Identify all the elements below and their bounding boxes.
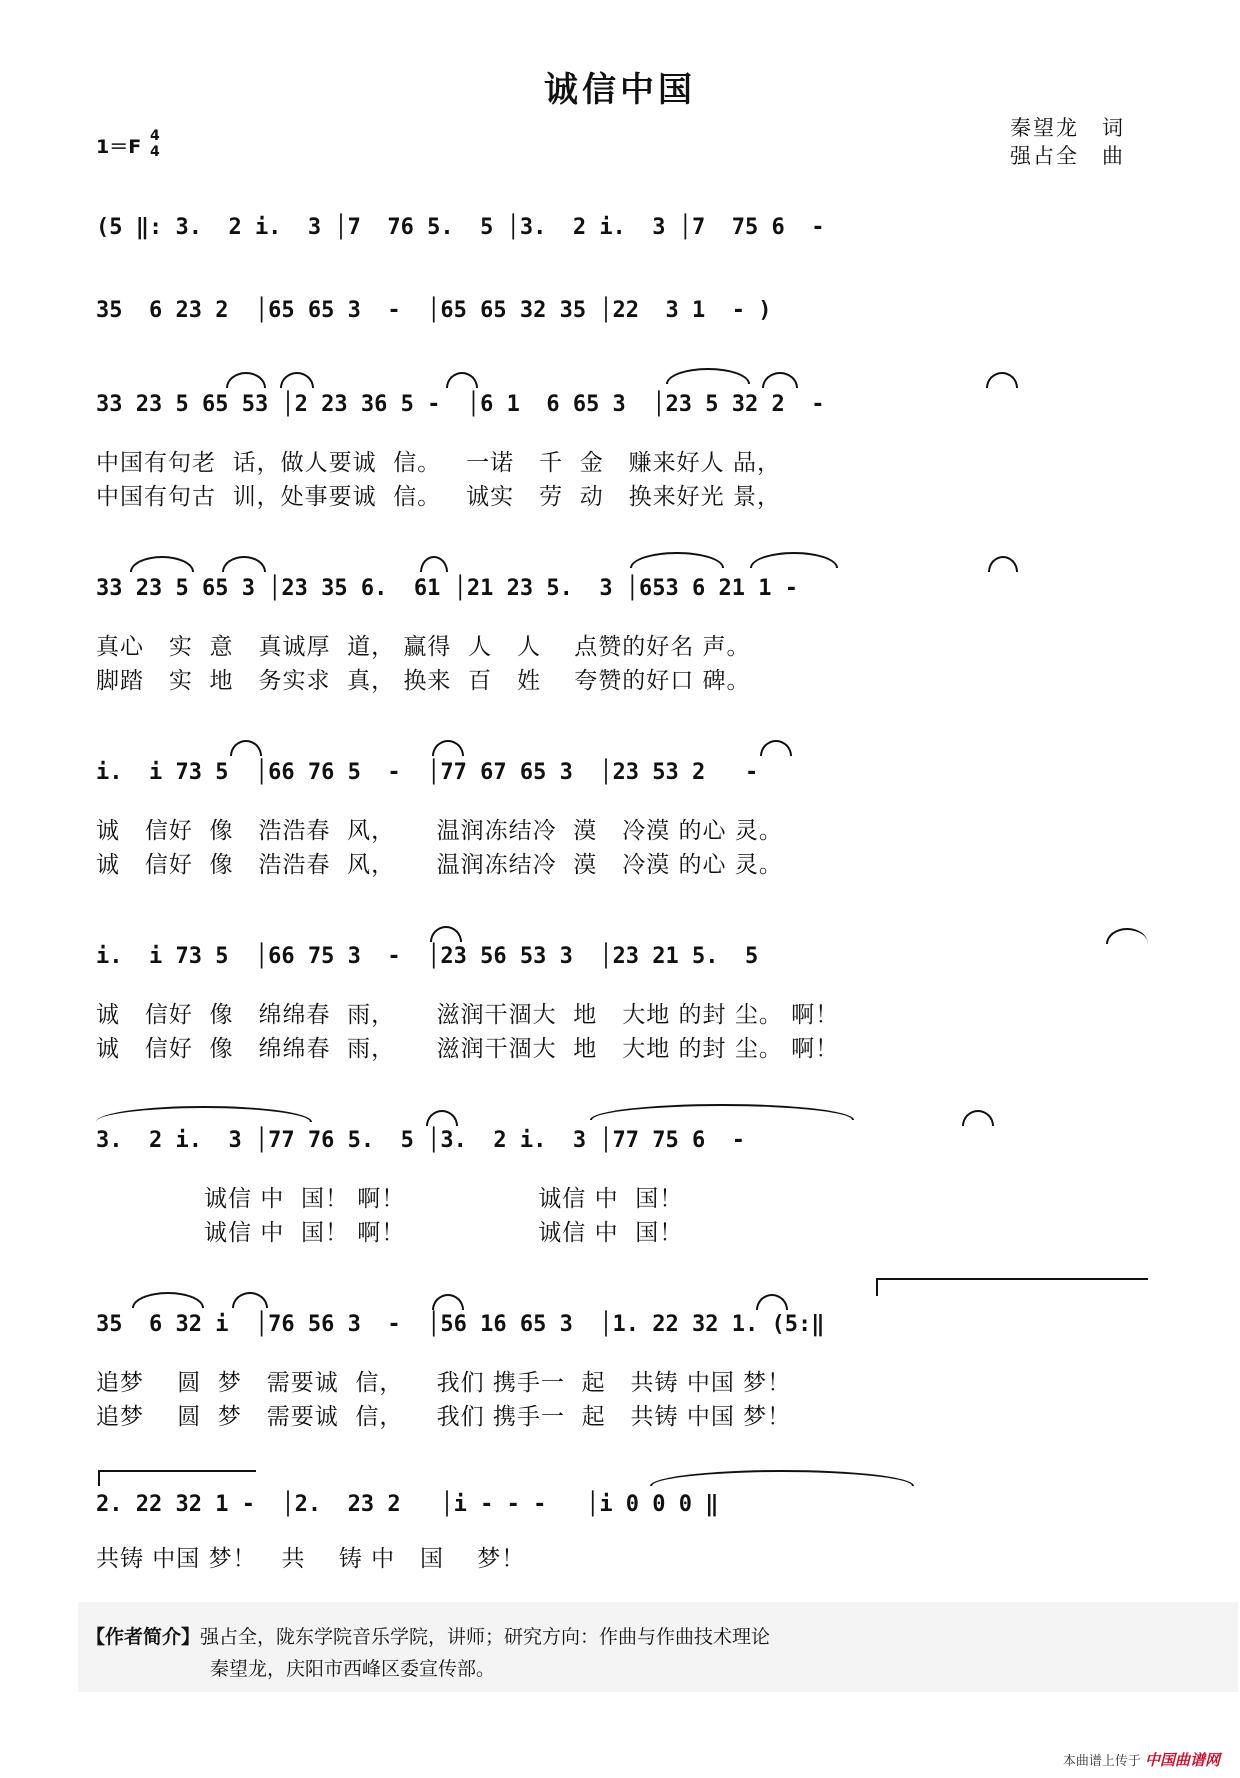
tie-mark — [760, 740, 792, 756]
system-6-lyrics-verse-1: 诚 信好 像 绵绵春 雨， 滋润干涸大 地 大地 的封 尘。 啊！ — [96, 1002, 840, 1028]
second-ending-bracket — [98, 1470, 256, 1486]
tie-mark — [756, 1294, 788, 1310]
time-signature-bottom: 4 — [150, 144, 160, 160]
time-signature — [150, 128, 160, 160]
system-8-lyrics-verse-2: 追梦 圆 梦 需要诚 信， 我们 携手一 起 共铸 中国 梦！ — [96, 1404, 792, 1430]
system-4-lyrics-verse-2: 脚踏 实 地 务实求 真， 换来 百 姓 夸赞的好口 碑。 — [96, 668, 751, 694]
tie-mark — [750, 552, 838, 568]
system-5-lyrics-verse-1: 诚 信好 像 浩浩春 风， 温润冻结冷 漠 冷漠 的心 灵。 — [96, 818, 783, 844]
system-5-lyrics-verse-2: 诚 信好 像 浩浩春 风， 温润冻结冷 漠 冷漠 的心 灵。 — [96, 852, 783, 878]
system-8-notes: 35 6 32 i │76 56 3 - │56 16 65 3 │1. 22 32 1. (5:‖ — [96, 1312, 825, 1337]
tie-mark — [430, 926, 462, 942]
tie-mark — [666, 368, 750, 384]
footer-text: 本曲谱上传于 — [1062, 1754, 1141, 1769]
tie-mark — [226, 372, 266, 388]
system-9-lyrics: 共铸 中国 梦！ 共 铸 中 国 梦！ — [96, 1546, 526, 1572]
system-9-notes: 2. 22 32 1 - │2. 23 2 │i - - - │i 0 0 0 ‖ — [96, 1492, 719, 1517]
tie-mark — [650, 1470, 914, 1486]
system-2-notes: 35 6 23 2 │65 65 3 - │65 65 32 35 │22 3 1 - ) — [96, 298, 772, 323]
system-3-lyrics-verse-2: 中国有句古 训，处事要诚 信。 诚实 劳 动 换来好光 景， — [96, 484, 781, 510]
tie-mark — [130, 556, 194, 572]
tie-mark — [280, 372, 314, 388]
tie-mark — [232, 1292, 268, 1308]
first-ending-bracket — [876, 1278, 1148, 1296]
lyricist-credit: 秦望龙 词 — [1010, 116, 1125, 140]
tie-mark — [96, 1106, 312, 1122]
system-4-lyrics-verse-1: 真心 实 意 真诚厚 道， 赢得 人 人 点赞的好名 声。 — [96, 634, 751, 660]
tie-mark — [446, 372, 478, 388]
composer-credit: 强占全 曲 — [1010, 144, 1125, 168]
author-bio-line-2: 秦望龙，庆阳市西峰区委宣传部。 — [210, 1658, 496, 1680]
tie-mark — [132, 1292, 204, 1308]
tie-mark — [988, 556, 1018, 572]
upload-footer — [1063, 1749, 1220, 1770]
tie-mark — [762, 372, 798, 388]
system-1-notes: (5 ‖: 3. 2 i. 3 │7 76 5. 5 │3. 2 i. 3 │7 75 6 - — [96, 215, 838, 240]
tie-mark — [222, 556, 266, 572]
system-6-notes: i. i 73 5 │66 75 3 - │23 56 53 3 │23 21 5. 5 — [96, 944, 759, 969]
system-6-lyrics-verse-2: 诚 信好 像 绵绵春 雨， 滋润干涸大 地 大地 的封 尘。 啊！ — [96, 1036, 840, 1062]
system-7-lyrics-verse-2: 诚信 中 国！ 啊！ 诚信 中 国！ — [96, 1220, 684, 1246]
system-3-notes: 33 23 5 65 53 │2 23 36 5 - │6 1 6 65 3 │23 5 32 2 - — [96, 392, 825, 417]
key-signature: 1＝F — [96, 136, 142, 158]
tie-mark — [962, 1110, 994, 1126]
time-signature-top: 4 — [150, 128, 160, 144]
system-5-notes: i. i 73 5 │66 76 5 - │77 67 65 3 │23 53 2 - — [96, 760, 759, 785]
tie-mark — [230, 740, 262, 756]
author-bio-line-1 — [86, 1622, 770, 1649]
system-7-lyrics-verse-1: 诚信 中 国！ 啊！ 诚信 中 国！ — [96, 1186, 684, 1212]
author-bio-text-1: 强占全，陇东学院音乐学院，讲师；研究方向：作曲与作曲技术理论 — [200, 1626, 771, 1648]
tie-mark — [986, 372, 1018, 388]
footer-site-logo: 中国曲谱网 — [1144, 1751, 1220, 1769]
tie-mark — [420, 556, 448, 572]
tie-mark — [432, 740, 464, 756]
tie-mark — [432, 1294, 464, 1310]
system-7-notes: 3. 2 i. 3 │77 76 5. 5 │3. 2 i. 3 │77 75 6 - — [96, 1128, 746, 1153]
tie-mark — [630, 552, 724, 568]
tie-mark — [426, 1110, 458, 1126]
system-8-lyrics-verse-1: 追梦 圆 梦 需要诚 信， 我们 携手一 起 共铸 中国 梦！ — [96, 1370, 792, 1396]
author-bio-label: 【作者简介】 — [86, 1626, 201, 1648]
tie-mark — [1106, 928, 1148, 944]
system-4-notes: 33 23 5 65 3 │23 35 6. 61 │21 23 5. 3 │653 6 21 1 - — [96, 576, 798, 601]
score-title: 诚信中国 — [544, 70, 696, 110]
system-3-lyrics-verse-1: 中国有句老 话，做人要诚 信。 一诺 千 金 赚来好人 品， — [96, 450, 781, 476]
tie-mark — [590, 1104, 854, 1120]
